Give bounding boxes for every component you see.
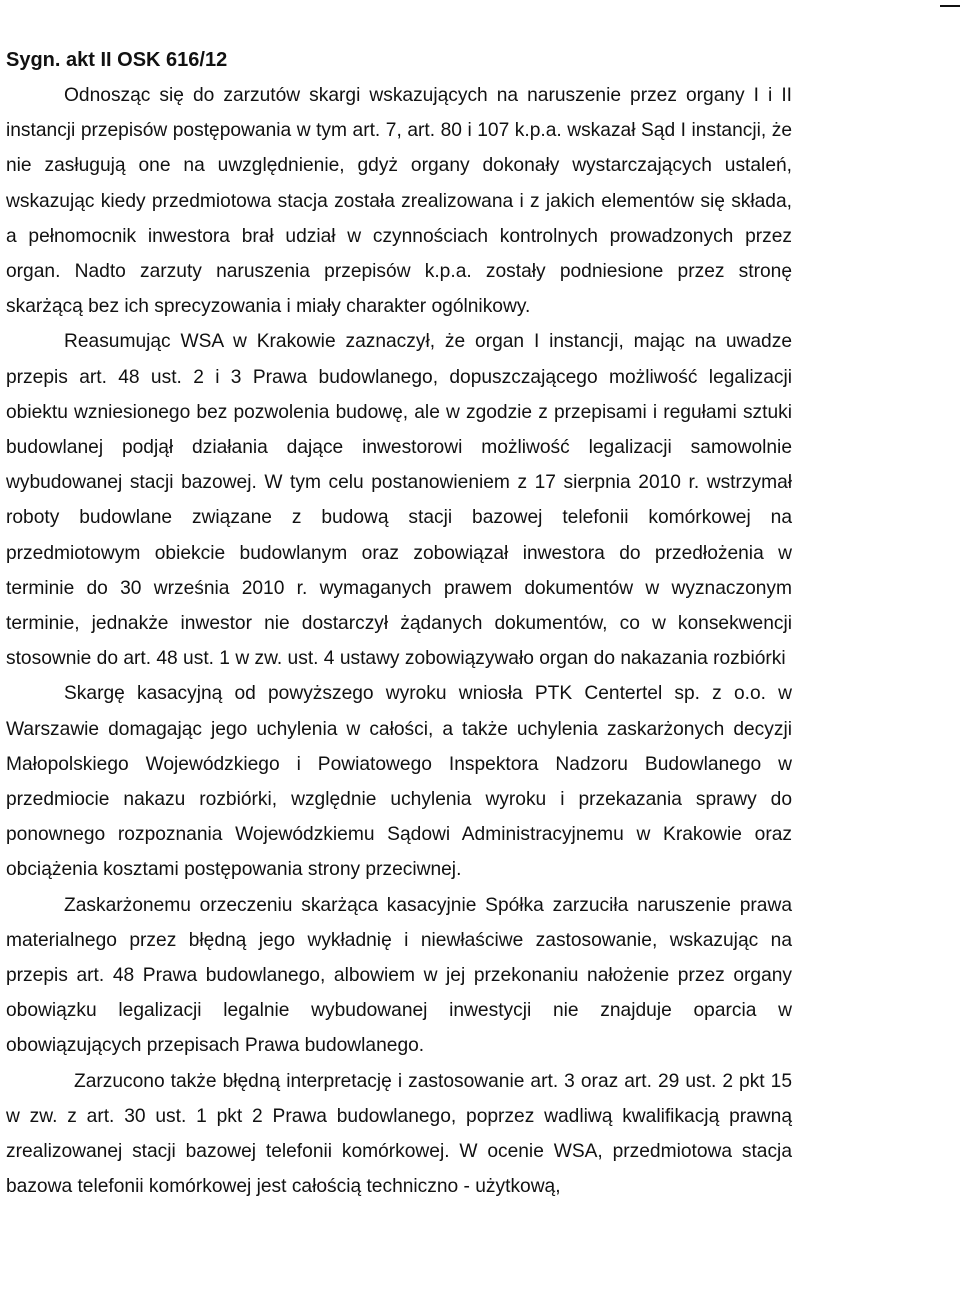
paragraph-1: Odnosząc się do zarzutów skargi wskazujących na naruszenie przez organy I i II instancji przepisów postępowania w tym art. 7, art. 80 i 107 k.p.a. wskazał Sąd I instancji, że nie zasługują one na uwzględnienie, gdyż organy dokonały wystarczających ustaleń, wskazując kiedy przedmiotowa stacja została zrealizowana i z jakich elementów się składa, a pełnomocnik inwestora brał udział w czynnościach kontrolnych prowadzonych przez organ. Nadto zarzuty naruszenia przepisów k.p.a. zostały podniesione przez stronę skarżącą bez ich sprecyzowania i miały charakter ogólnikowy.: [6, 85, 792, 318]
case-signature: Sygn. akt II OSK 616/12: [6, 49, 228, 71]
paragraph-5: Zarzucono także błędną interpretację i zastosowanie art. 3 oraz art. 29 ust. 2 pkt 15 w zw. z art. 30 ust. 1 pkt 2 Prawa budowlanego, poprzez wadliwą kwalifikacją prawną zrealizowanej stacji bazowej telefonii komórkowej. W ocenie WSA, przedmiotowa stacja bazowa telefonii komórkowej jest całością techniczno - użytkową,: [6, 1070, 792, 1198]
corner-scan-mark: [940, 5, 960, 7]
paragraph-2: Reasumując WSA w Krakowie zaznaczył, że organ I instancji, mając na uwadze przepis art. 48 ust. 2 i 3 Prawa budowlanego, dopuszczającego możliwość legalizacji obiektu wzniesionego bez pozwolenia budowę, ale w zgodzie z przepisami i regułami sztuki budowlanej podjął działania dające inwestorowi możliwość legalizacji samowolnie wybudowanej stacji bazowej. W tym celu postanowieniem z 17 sierpnia 2010 r. wstrzymał roboty budowlane związane z budową stacji bazowej telefonii komórkowej na przedmiotowym obiekcie budowlanym oraz zobowiązał inwestora do przedłożenia w terminie do 30 września 2010 r. wymaganych prawem dokumentów w wyznaczonym terminie, jednakże inwestor nie dostarczył żądanych dokumentów, co w konsekwencji stosownie do art. 48 ust. 1 w zw. ust. 4 ustawy zobowiązywało organ do nakazania rozbiórki: [6, 331, 792, 670]
paragraph-4: Zaskarżonemu orzeczeniu skarżąca kasacyjnie Spółka zarzuciła naruszenie prawa materialnego przez błędną jego wykładnię i niewłaściwe zastosowanie, wskazując na przepis art. 48 Prawa budowlanego, albowiem w jej przekonaniu nałożenie przez organy obowiązku legalizacji legalnie wybudowanej inwestycji nie znajduje oparcia w obowiązujących przepisach Prawa budowlanego.: [6, 894, 792, 1057]
document-page: [6, 42, 792, 1205]
paragraph-3: Skargę kasacyjną od powyższego wyroku wniosła PTK Centertel sp. z o.o. w Warszawie domagając jego uchylenia w całości, a także uchylenia zaskarżonych decyzji Małopolskiego Wojewódzkiego i Powiatowego Inspektora Nadzoru Budowlanego w przedmiocie nakazu rozbiórki, względnie uchylenia wyroku i przekazania sprawy do ponownego rozpoznania Wojewódzkiemu Sądowi Administracyjnemu w Krakowie oraz obciążenia kosztami postępowania strony przeciwnej.: [6, 683, 792, 881]
